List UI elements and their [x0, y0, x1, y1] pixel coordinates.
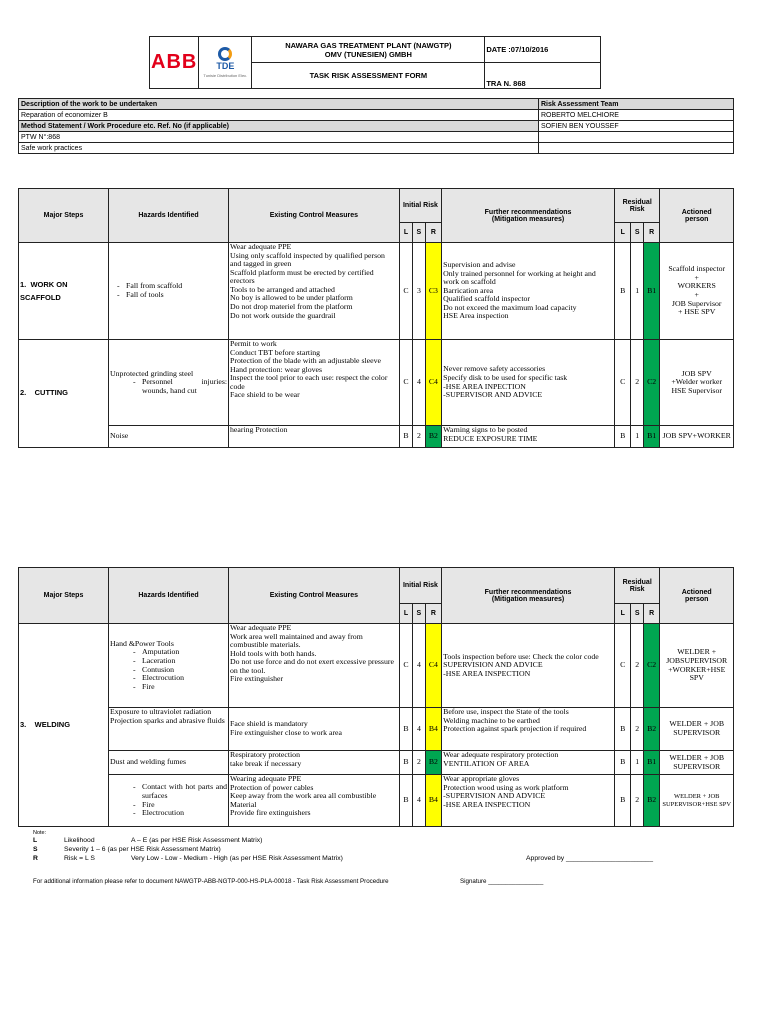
col-hazards: Hazards Identified [109, 568, 229, 624]
initial-risk-rating: B2 [425, 751, 442, 775]
approved-by: Approved by _______________________ [526, 855, 653, 862]
risk-table-1: Major Steps Hazards Identified Existing Control Measures Initial Risk Further recommendations (Mitigation measures) Residual Risk Actioned person L S R L S R 1. WORK ON SCAFFOLD - Fall from scaffold - Fall of tools Wear adequate PPE Using only scaffold inspected by qualified person and tagged in green Scaffold platform must be erected by certified erectors Tools to be arranged and attached No boy is allowed to be under platform Do not drop materiel from the platform Do not work outside the guardrail C 3 C3 Supervision and advise Only trained personnel for working at height and work on scaffold Barrication area Qualified scaffold inspector Do not exceed the maximum load capacity HSE Area inspection B 1 B1 Scaffold inspector + WORKERS + JOB Supervisor + HSE SPV 2. CUTTING Unprotected grinding steel - Personnel injuries: wounds, hand cut Permit to work Conduct TBT before starting Protection of the blade with an adjustable sleeve Hand protection: wear gloves Inspect the tool prior to each use: respect the color code Face shield to be wear C 4 C4 Never remove safety accessories Specify disk to be used for specific task -HSE AREA INPECTION -SUPERVISOR AND ADVICE C 2 C2 JOB SPV +Welder worker HSE Supervisor Noise hearing Protection B 2 B2 Warning signs to be posted REDUCE EXPOSURE TIME B 1 B1 JOB SPV+WORKER [18, 188, 734, 448]
work-description-value: Reparation of economizer B [19, 110, 539, 121]
actioned-cell: WELDER + JOB SUPERVISOR [660, 751, 734, 775]
initial-risk-rating: B2 [425, 426, 442, 448]
initial-risk-rating: C4 [425, 340, 442, 426]
tra-number: TRA N. 868 [485, 63, 601, 89]
work-description-label: Description of the work to be undertaken [19, 99, 539, 110]
further-cell: Wear appropriate gloves Protection wood using as work platform -SUPERVISION AND ADVICE -HSE AREA INSPECTION [442, 775, 615, 827]
legend-notes: Note: L Likelihood A – E (as per HSE Risk Assessment Matrix) S Severity 1 – 6 (as per HSE Risk Assessment Matrix) R Risk = L S Very Low - Low - Medium - High (as per HSE Risk Assessment Matrix) Approved by _______________________ For additional information please refer to document NAWGTP-ABB-NGTP-000-HS-PLA-00018 - Task Risk Assessment Procedure Signature ________________ [33, 830, 653, 885]
team-member: SOFIEN BEN YOUSSEF [539, 121, 734, 132]
form-date: DATE :07/10/2016 [485, 37, 601, 63]
residual-risk-rating: B1 [643, 243, 660, 340]
tde-logo-icon [218, 47, 232, 61]
actioned-cell: WELDER + JOBSUPERVISOR +WORKER+HSE SPV [660, 624, 734, 708]
hazards-cell: Noise [109, 426, 229, 448]
hazards-cell: Unprotected grinding steel - Personnel injuries: wounds, hand cut [109, 340, 229, 426]
table-row: - Contact with hot parts and surfaces - Fire - Electrocution Wearing adequate PPE Protection of power cables Keep away from the work area all combustible Material Provide fire extinguishers B 4 B4 Wear appropriate gloves Protection wood using as work platform -SUPERVISION AND ADVICE -HSE AREA INSPECTION B 2 B2 WELDER + JOB SUPERVISOR+HSE SPV [19, 775, 734, 827]
form-title: TASK RISK ASSESSMENT FORM [252, 63, 485, 89]
table-row: Dust and welding fumes Respiratory protection take break if necessary B 2 B2 Wear adequate respiratory protection VENTILATION OF AREA B 1 B1 WELDER + JOB SUPERVISOR [19, 751, 734, 775]
initial-risk-rating: B4 [425, 775, 442, 827]
table-row: 3. WELDING Hand &Power Tools - Amputation - Laceration - Contusion - Electrocution - Fire Wear adequate PPE Work area well maintained and away from combustible materials. Hold tools with both hands. Do not use force and do not exert excessive pressure on the tool. Fire extinguisher C 4 C4 Tools inspection before use: Check the color code SUPERVISION AND ADVICE -HSE AREA INSPECTION C 2 C2 WELDER + JOBSUPERVISOR +WORKER+HSE SPV [19, 624, 734, 708]
major-step: 3. WELDING [19, 624, 109, 827]
col-controls: Existing Control Measures [229, 189, 400, 243]
col-initial-risk: Initial Risk [399, 568, 441, 604]
initial-risk-rating: C3 [425, 243, 442, 340]
team-member: ROBERTO MELCHIORE [539, 110, 734, 121]
actioned-cell: Scaffold inspector + WORKERS + JOB Supervisor + HSE SPV [660, 243, 734, 340]
hazards-cell: Hand &Power Tools - Amputation - Laceration - Contusion - Electrocution - Fire [109, 624, 229, 708]
controls-cell: hearing Protection [229, 426, 400, 448]
further-cell: Before use, inspect the State of the tools Welding machine to be earthed Protection against spark projection if required [442, 708, 615, 751]
residual-risk-rating: C2 [643, 340, 660, 426]
actioned-cell: JOB SPV +Welder worker HSE Supervisor [660, 340, 734, 426]
further-cell: Never remove safety accessories Specify disk to be used for specific task -HSE AREA INPECTION -SUPERVISOR AND ADVICE [442, 340, 615, 426]
col-residual-risk: Residual Risk [614, 568, 660, 604]
initial-risk-rating: C4 [425, 624, 442, 708]
tde-logo: TDE Tunisie Distribution Elec. [199, 37, 252, 89]
major-step: 1. WORK ON SCAFFOLD [19, 243, 109, 340]
hazards-cell: Exposure to ultraviolet radiation Projection sparks and abrasive fluids [109, 708, 229, 751]
further-cell: Wear adequate respiratory protection VENTILATION OF AREA [442, 751, 615, 775]
signature-line: Signature ________________ [460, 878, 544, 885]
col-initial-risk: Initial Risk [399, 189, 441, 223]
plant-name: NAWARA GAS TREATMENT PLANT (NAWGTP) OMV (TUNESIEN) GMBH [252, 37, 485, 63]
hazards-cell: - Contact with hot parts and surfaces - Fire - Electrocution [109, 775, 229, 827]
actioned-cell: WELDER + JOB SUPERVISOR [660, 708, 734, 751]
further-cell: Tools inspection before use: Check the color code SUPERVISION AND ADVICE -HSE AREA INSPECTION [442, 624, 615, 708]
col-residual-risk: Residual Risk [614, 189, 660, 223]
form-header [149, 36, 601, 89]
residual-risk-rating: B2 [643, 775, 660, 827]
table-row: Noise hearing Protection B 2 B2 Warning signs to be posted REDUCE EXPOSURE TIME B 1 B1 JOB SPV+WORKER [19, 426, 734, 448]
major-step: 2. CUTTING [19, 340, 109, 448]
controls-cell: Wear adequate PPE Work area well maintained and away from combustible materials. Hold tools with both hands. Do not use force and do not exert excessive pressure on the tool. Fire extinguisher [229, 624, 400, 708]
further-cell: Supervision and advise Only trained personnel for working at height and work on scaffold Barrication area Qualified scaffold inspector Do not exceed the maximum load capacity HSE Area inspection [442, 243, 615, 340]
risk-table-2: Major Steps Hazards Identified Existing Control Measures Initial Risk Further recommendations (Mitigation measures) Residual Risk Actioned person L S R L S R 3. WELDING Hand &Power Tools - Amputation - Laceration - Contusion - Electrocution - Fire Wear adequate PPE Work area well maintained and away from combustible materials. Hold tools with both hands. Do not use force and do not exert excessive pressure on the tool. Fire extinguisher C 4 C4 Tools inspection before use: Check the color code SUPERVISION AND ADVICE -HSE AREA INSPECTION C 2 C2 WELDER + JOBSUPERVISOR +WORKER+HSE SPV Exposure to ultraviolet radiation Projection sparks and abrasive fluids Face shield is mandatory Fire extinguisher close to work area B 4 B4 Before use, inspect the State of the tools Welding machine to be earthed Protection against spark projection if required B 2 B2 WELDER + JOB SUPERVISOR Dust and welding fumes Respiratory protection take break if necessary B 2 B2 Wear adequate respiratory protection VENTILATION OF AREA B 1 B1 WELDER + JOB SUPERVISOR - Contact with hot parts and surfaces - Fire - Electrocution Wearing adequate PPE Protection of power cables Keep away from the work area all combustible Material Provide fire extinguishers B 4 B4 Wear appropriate gloves Protection wood using as work platform -SUPERVISION AND ADVICE -HSE AREA INSPECTION B 2 B2 WELDER + JOB SUPERVISOR+HSE SPV [18, 567, 734, 827]
initial-risk-rating: B4 [425, 708, 442, 751]
col-actioned: Actioned person [660, 189, 734, 243]
col-actioned: Actioned person [660, 568, 734, 624]
residual-risk-rating: B1 [643, 426, 660, 448]
col-further: Further recommendations (Mitigation measures) [442, 189, 615, 243]
actioned-cell: WELDER + JOB SUPERVISOR+HSE SPV [660, 775, 734, 827]
table-row: Exposure to ultraviolet radiation Projection sparks and abrasive fluids Face shield is mandatory Fire extinguisher close to work area B 4 B4 Before use, inspect the State of the tools Welding machine to be earthed Protection against spark projection if required B 2 B2 WELDER + JOB SUPERVISOR [19, 708, 734, 751]
team-label: Risk Assessment Team [539, 99, 734, 110]
actioned-cell: JOB SPV+WORKER [660, 426, 734, 448]
col-major-steps: Major Steps [19, 189, 109, 243]
controls-cell: Wearing adequate PPE Protection of power cables Keep away from the work area all combustible Material Provide fire extinguishers [229, 775, 400, 827]
controls-cell: Wear adequate PPE Using only scaffold inspected by qualified person and tagged in green Scaffold platform must be erected by certified erectors Tools to be arranged and attached No boy is allowed to be under platform Do not drop materiel from the platform Do not work outside the guardrail [229, 243, 400, 340]
table-row: 2. CUTTING Unprotected grinding steel - Personnel injuries: wounds, hand cut Permit to work Conduct TBT before starting Protection of the blade with an adjustable sleeve Hand protection: wear gloves Inspect the tool prior to each use: respect the color code Face shield to be wear C 4 C4 Never remove safety accessories Specify disk to be used for specific task -HSE AREA INPECTION -SUPERVISOR AND ADVICE C 2 C2 JOB SPV +Welder worker HSE Supervisor [19, 340, 734, 426]
controls-cell: Permit to work Conduct TBT before starting Protection of the blade with an adjustable sleeve Hand protection: wear gloves Inspect the tool prior to each use: respect the color code Face shield to be wear [229, 340, 400, 426]
residual-risk-rating: B2 [643, 708, 660, 751]
method-label: Method Statement / Work Procedure etc. Ref. No (if applicable) [19, 121, 539, 132]
abb-logo: ABB [150, 37, 199, 89]
col-controls: Existing Control Measures [229, 568, 400, 624]
residual-risk-rating: C2 [643, 624, 660, 708]
description-table [18, 98, 734, 154]
hazards-cell: - Fall from scaffold - Fall of tools [109, 243, 229, 340]
further-cell: Warning signs to be posted REDUCE EXPOSURE TIME [442, 426, 615, 448]
residual-risk-rating: B1 [643, 751, 660, 775]
method-value: Safe work practices [19, 143, 539, 154]
hazards-cell: Dust and welding fumes [109, 751, 229, 775]
controls-cell: Respiratory protection take break if necessary [229, 751, 400, 775]
col-further: Further recommendations (Mitigation measures) [442, 568, 615, 624]
method-value: PTW N°:868 [19, 132, 539, 143]
table-row: 1. WORK ON SCAFFOLD - Fall from scaffold - Fall of tools Wear adequate PPE Using only scaffold inspected by qualified person and tagged in green Scaffold platform must be erected by certified erectors Tools to be arranged and attached No boy is allowed to be under platform Do not drop materiel from the platform Do not work outside the guardrail C 3 C3 Supervision and advise Only trained personnel for working at height and work on scaffold Barrication area Qualified scaffold inspector Do not exceed the maximum load capacity HSE Area inspection B 1 B1 Scaffold inspector + WORKERS + JOB Supervisor + HSE SPV [19, 243, 734, 340]
col-hazards: Hazards Identified [109, 189, 229, 243]
controls-cell: Face shield is mandatory Fire extinguisher close to work area [229, 708, 400, 751]
reference-note: For additional information please refer to document NAWGTP-ABB-NGTP-000-HS-PLA-00018 - Task Risk Assessment Procedure [33, 878, 389, 885]
col-major-steps: Major Steps [19, 568, 109, 624]
